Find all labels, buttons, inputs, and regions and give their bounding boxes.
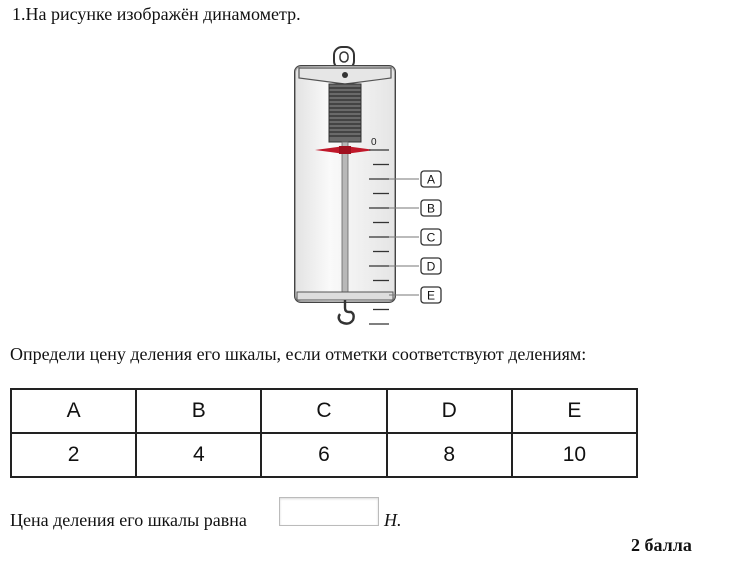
table-cell: 10 bbox=[512, 433, 637, 477]
answer-input[interactable] bbox=[279, 497, 379, 526]
rod bbox=[342, 142, 348, 299]
table-value-row bbox=[11, 433, 637, 477]
table-cell: E bbox=[512, 389, 637, 433]
points-label: 2 балла bbox=[631, 535, 692, 555]
table-cell: 8 bbox=[387, 433, 512, 477]
table-header-row bbox=[11, 389, 637, 433]
scale-zero-label: 0 bbox=[371, 137, 377, 148]
hook bbox=[339, 300, 354, 324]
table-cell: 2 bbox=[11, 433, 136, 477]
mark-label: E bbox=[426, 288, 436, 303]
answer-prefix: Цена деления его шкалы равна bbox=[10, 510, 247, 530]
table-cell: 4 bbox=[136, 433, 261, 477]
table-cell: A bbox=[11, 389, 136, 433]
unit-label: Н. bbox=[384, 510, 402, 530]
spring bbox=[329, 84, 361, 142]
table-cell: 6 bbox=[261, 433, 386, 477]
mark-label: B bbox=[426, 201, 436, 216]
question-title: 1.На рисунке изображён динамометр. bbox=[12, 4, 301, 24]
instruction-text: Определи цену деления его шкалы, если отметки соответствуют делениям: bbox=[10, 344, 587, 364]
values-table bbox=[10, 388, 638, 478]
mark-label: A bbox=[426, 172, 436, 187]
table-cell: B bbox=[136, 389, 261, 433]
dynamometer-figure bbox=[285, 44, 455, 326]
table-cell: D bbox=[387, 389, 512, 433]
mark-label: C bbox=[426, 230, 436, 245]
table-cell: C bbox=[261, 389, 386, 433]
mark-label: D bbox=[426, 259, 436, 274]
